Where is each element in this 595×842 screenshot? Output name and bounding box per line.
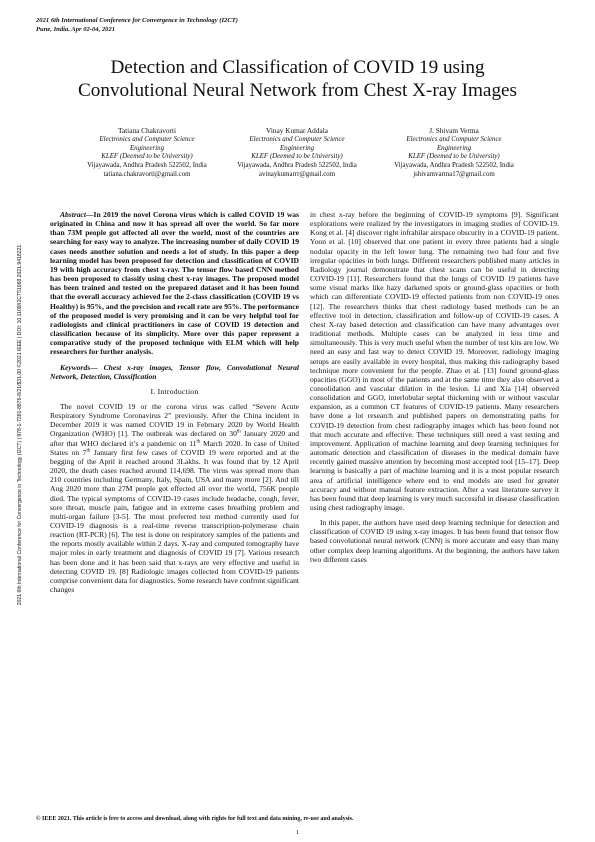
author-organization: KLEF (Deemed to be University) <box>101 153 193 161</box>
author-department-line-2: Engineering <box>279 144 315 152</box>
superscript: th <box>236 429 241 435</box>
paper-title <box>40 56 555 102</box>
section-heading-introduction: I. Introduction <box>150 386 199 396</box>
abstract-label: Abstract <box>60 210 86 219</box>
conference-name: 2021 6th International Conference for Convergence in Technology (I2CT) <box>36 17 238 24</box>
author-email[interactable]: jshivamvarma17@gmail.com <box>413 170 495 178</box>
page-number: 1 <box>295 829 300 836</box>
conference-header <box>36 16 238 34</box>
author-name: Tatiana Chakravorti <box>117 126 177 135</box>
author-name: Vinay Kumar Addala <box>266 126 328 135</box>
author-department: Electronics and Computer Science <box>406 135 502 143</box>
author-3 <box>364 127 544 180</box>
intro-text-d: January first few cases of COVID 19 were reported and at the begging of the April it reached around 3Lakhs. It was found that by 12 April 2020, the death cases reached around 114,698. The virus was spread more than 210 countries including Germany, Italy, Spain, USA and many more [2]. And till Aug 2020 more than 27M people got effected all over the world, 756K people died. The typical symptoms of COVID-19 cases include headache, cough, fever, sore throat, muscle pain, fatigue and in extreme cases breathing problem and multi-organ failure [3-5]. The most preferred test method currently used for COVID-19 diagnosis is a real-time reverse transcription-polymerase chain reaction (RT-PCR) [6]. The test is done on respiratory samples of the patients and the reports mostly available within 2 days. X-ray and computed tomography have major roles in early treatment and diagnosis of COVID 19 [7]. Various research has been done and it has been said that x-rays are very effective and useful in detecting COVID 19. [8] Radiologic images collected from COVID-19 patients comprise convenient data for diagnostics. Some research have confront significant changes <box>50 447 299 595</box>
doi-sidebar: 2021 6th International Conference for Convergence in Technology (I2CT) | 978-1-7281-8876-8/21/$31.00 ©2021 IEEE | DOI: 10.1109/I2CT51068.2021.9418221 <box>17 244 23 606</box>
left-column <box>50 210 299 600</box>
superscript: th <box>86 448 91 454</box>
abstract <box>50 210 299 357</box>
copyright-footer: © IEEE 2021. This article is free to access and download, along with rights for full text and data mining, re-use and analysis. <box>36 816 354 822</box>
right-column <box>310 210 559 570</box>
conference-location: Pune, India. Apr 02-04, 2021 <box>36 26 116 33</box>
paper-title-line-2: Convolutional Neural Network from Chest X-ray Images <box>77 80 518 101</box>
superscript: th <box>196 439 201 445</box>
author-department-line-2: Engineering <box>436 144 472 152</box>
keywords-label: Keywords— <box>60 362 98 372</box>
author-city: Vijayawada, Andhra Pradesh 522502, India <box>394 162 514 170</box>
author-organization: KLEF (Deemed to be University) <box>251 153 343 161</box>
author-department: Electronics and Computer Science <box>99 135 195 143</box>
author-city: Vijayawada, Andhra Pradesh 522502, India <box>237 162 357 170</box>
author-city: Vijayawada, Andhra Pradesh 522502, India <box>87 162 207 170</box>
intro-text-a: The novel COVID 19 or the corona virus was called “Severe Acute Respiratory Syndrome Coronavirus 2” previously. After the China incident in December 2019 it was named COVID 19 in February 2020 by World Health Organization (WHO) [1]. The outbreak was declared on 30 <box>50 401 299 439</box>
abstract-text: —In 2019 the novel Corona virus which is called COVID 19 was originated in China and now it has spread all over the world. So far more than 73M people got affected all over the world, most of the countries are searching for easy way to analyze. The increasing number of daily COVID 19 cases needs another solution and needs a lot of study. In this paper a deep learning model has been proposed for detection and classification of COVID 19 with high accuracy from chest x-ray. The tensor flow based CNN method has been proposed to classify using chest x-ray images. The proposed model has been trained and tested on the prepared dataset and it has been found that the overall accuracy achieved for the 2-class classification (COVID 19 vs Healthy) is 95%, and the precision and recall rate are 95%. The performance of the proposed model is very promising and it can be very helpful tool for radiologists and clinical practitioners in case of COVID 19 detection and classification because of its simplicity. More over this paper represent a comparative study of the proposed technique with ELM which will help researchers for further analysis. <box>50 210 299 357</box>
intro-text-b: January 2020 and after that WHO declared it’s a pandemic on 11 <box>50 429 299 448</box>
intro-text-c: March 2020. In case of United States on 7 <box>50 438 299 457</box>
keywords <box>50 363 299 381</box>
intro-paragraph-1 <box>50 402 299 594</box>
author-name: J. Shivam Verma <box>429 126 479 135</box>
intro-paragraph-2: in chest x-ray before the beginning of COVID-19 symptoms [9]. Significant explorations were realized by the investigators in imaging studies of COVID-19. Kong et al. [4] discover right infrahilar airspace obscurity in a COVID-19 patient. Yoon et al. [10] observed that one patient in every three patients had a single nodular opacity in the left lower lung. The remaining two had four and five irregular opacities in both lungs. Different researchers published many articles in Radiology journal demonstrate that chest scans can be useful in detecting COVID-19 [11]. Researchers found that the lungs of COVID 19 patients have some visual marks like hazy darkened spots or ground-glass opacities or both which can differentiate COVID-19 effected patients from non COVID-19 ones [12]. The researchers thinks that chest radiology based methods can be an effective tool in detection, classification and follow-up of COVID-19 cases. A chest X-ray based detection and classification can have many advantages over traditional methods. Multiple cases can be analyzed in less time and simultaneously. This is very much useful when the number of test kits are low. We need an easy and fast way to detect COVID 19. Moreover, radiology imaging setups are easily available in every hospital, thus making this radiography based technique more convenient for the people. Zhao et al. [13] found ground-glass opacities (GGO) in most of the patients and at the same time they also observed a consolidation and vascular dilation in the lesion. Li and Xia [14] observed consolidation and GGO, interlobular septal thickening with or without vascular expansion, as a common CT features of COVID-19 patients. Many researchers have done a lot research and published papers on demonstrating paths for COVID-19 detection from chest radiography images which has been found not that much accurate and effective. These techniques still need a vast testing and improvement. Application of machine learning and deep learning techniques for automatic detection and classification of diseases in the medical domain have recently gained massive attention by becoming most accepted tool [15–17]. Deep learning is basically a part of machine learning and it is a most popular research area of artificial intelligence where end to end models are used for greater accuracy and without manual feature extraction. After a vast literature survey it has been found that deep learning is very much successful in disease classification using chest radiography image. <box>310 210 559 512</box>
intro-paragraph-3: In this paper, the authors have used deep learning technique for detection and classification of COVID 19 using x-ray images. It has been found that tensor flow based convolutional neural network (CNN) is more accurate and easy than many other complex deep learning algorithms. At the beginning, the authors have taken two different cases <box>310 518 559 564</box>
keywords-text: Chest x-ray images, Tensor flow, Convolutional Neural Network, Detection, Classification <box>50 362 299 381</box>
paper-title-line-1: Detection and Classification of COVID 19 using <box>110 57 485 78</box>
author-2 <box>207 127 387 180</box>
author-department: Electronics and Computer Science <box>249 135 345 143</box>
author-organization: KLEF (Deemed to be University) <box>408 153 500 161</box>
author-email[interactable]: avinaykumarrr@gmail.com <box>258 170 336 178</box>
author-email[interactable]: tatiana.chakravorti@gmail.com <box>103 170 191 178</box>
author-department-line-2: Engineering <box>129 144 165 152</box>
